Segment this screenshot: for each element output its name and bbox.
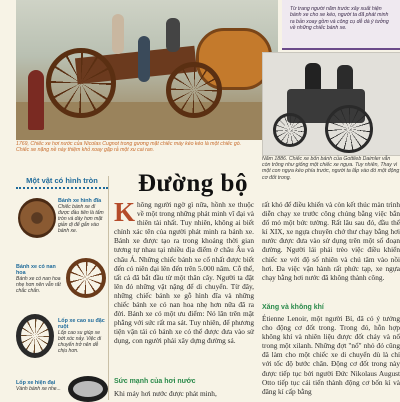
article-steam-paragraph: Khi máy hơi nước được phát minh, <box>114 389 217 398</box>
sidebar-item-label: Bánh xe có nan hoa <box>16 264 56 276</box>
subheading-steam-power: Sức mạnh của hơi nước <box>114 378 196 385</box>
column-divider <box>108 176 109 400</box>
subheading-petrol-air: Xăng và không khí <box>262 304 324 311</box>
sidebar-item-spoked-wheel <box>16 264 108 294</box>
sidebar-item-desc: Chiếc bánh xe đi được đầu tiên là tấm tròn và dày hơn mặt giản dị để gắn vào bánh xe. <box>58 204 104 234</box>
daimler-car-photo <box>262 52 400 156</box>
sidebar-item-label: Bánh xe hình đĩa <box>58 198 102 204</box>
painting-figure <box>112 14 124 54</box>
sidebar-item-desc: Vành bánh xe nhe... <box>16 386 61 392</box>
sidebar-item-modern-tire <box>16 380 108 392</box>
top-right-caption: Từ trang người năm trước xây xuất hiện bánh xe cho xe kéo, người ta đã phát minh ra bản xoay gồm và công cụ dễ dà ý tưởng về những chiếc bánh xe. <box>290 6 389 32</box>
painting-caption: 1769, Chiếc xe hơi nước của Nicolas Cugnot trong gương mặt chiếc máy kéo kéo là một chiếc gò. Chiếc xe nặng nề này thiệm khỏ xoay gặp rả một xu cai ran. <box>16 141 242 154</box>
cugnot-steam-car-painting <box>16 0 278 140</box>
painting-wheel-rear <box>46 48 116 118</box>
article-column-2: rất khó để điều khiển và còn kết thúc màn trình diễn chạy xe trước công chúng bằng việc bắn đổ mỏ một bức tường. Rất lâu sau đó, đầu thế kỉ XIX, xe ngựa chuyên chở thư chạy bằng hơi nước được đưa vào sử dụng trên một số đoạn đường. Người lái phải trèo việc điều khiển chiếc xe với độ số nhiên và chú tâm vào nồi hơi. Đa việc vận hành rất phức tạp, xe ngựa chạy bằng hơi nước đã không thành công. <box>262 200 400 282</box>
sidebar-heading: Một vật có hình tròn <box>16 176 108 189</box>
photo-wheel-rear <box>325 105 373 153</box>
sidebar-item-desc: Bánh xe có nan hoa nhẹ hơn nên vẫn rất chắc chắn. <box>16 276 61 294</box>
page-title: Đường bộ <box>138 170 248 197</box>
sidebar-item-rubber-tire <box>16 318 108 354</box>
painting-figure <box>28 70 44 130</box>
sidebar-item-desc: Lốp cao su giúp xe bớt xóc nảy. Việc di chuyển trở nên dễ chịu hơn. <box>58 330 102 354</box>
photo-wheel-front <box>273 113 307 147</box>
photo-person <box>305 63 321 91</box>
photo-person <box>337 65 353 91</box>
painting-figure <box>138 36 150 82</box>
article-intro: hông người ngờ gì nữa, hồnh xe thuộc về một trong những phát minh vĩ đại và thiên tài nhất. Tuy nhiên, không ai biết chính xác tên của người phát minh ra bánh xe. Bánh xe được tạo ra trong khoảng thời gian tương tự nhau tại nhiều địa điểm ở châu Âu và châu Á. Những chiếc bánh xe cổ nhất được biết đến có niên đại lên đến trên 5.000 năm. Cỗ thể, tất cả đã bắt đầu từ một thân cây. Người ta đặt lên đó những vật nặng để di chuyển. Từ đây, những chiếc bánh xe gỗ hình đĩa và những chiếc bánh xe có nan hoa nhẹ hơn nữa đã ra đời. Bánh xe có một ưu điểm: Nó lăn trên mặt phẳng với sức rất ma sát. Tuy nhiên, để phương tiện vận tải có bánh xe có thể được đưa vào sử dụng, con người phải xây dựng đường sá. <box>114 200 254 346</box>
top-right-caption-box <box>282 0 400 50</box>
sidebar-item-label: Lốp xe cao su đặc ruột <box>58 318 105 330</box>
sidebar-item-disc-wheel <box>16 198 108 234</box>
drop-cap: K <box>114 197 136 227</box>
wheel-sidebar <box>16 176 108 400</box>
photo-caption: Năm 1886. Chiếc xe bốn bánh của Gottlieb Daimler vẫn còn trông như giống một chiếc xe ngựa. Tuy nhiên, Thay vì một con ngựa kéo phía trước, người ta lắp vào đó một động cơ đốt trong. <box>262 156 400 181</box>
painting-figure <box>166 18 180 52</box>
sidebar-item-label: Lốp xe hiện đại <box>16 380 56 386</box>
article-column-1 <box>114 197 254 346</box>
painting-wheel-front <box>166 62 222 118</box>
article-combustion-paragraph: Étienne Lenoir, một người Bỉ, đã có ý tưởng cho động cơ đốt trong. Trong đó, hỗn hợp không khí và nhiên liệu được đốt cháy và nổ trong một xilanh. Những đợt "nổ" nhỏ đó cũng đã làm cho một chiếc xe di chuyển dù là chỉ với tốc độ bước chân. Động cơ đốt trong này được tiếp tục bởi người Đức Nikolaus August Otto tiếp tục cải tiến thành động cơ bốn kì và đăng kí cấp bằng <box>262 314 400 396</box>
